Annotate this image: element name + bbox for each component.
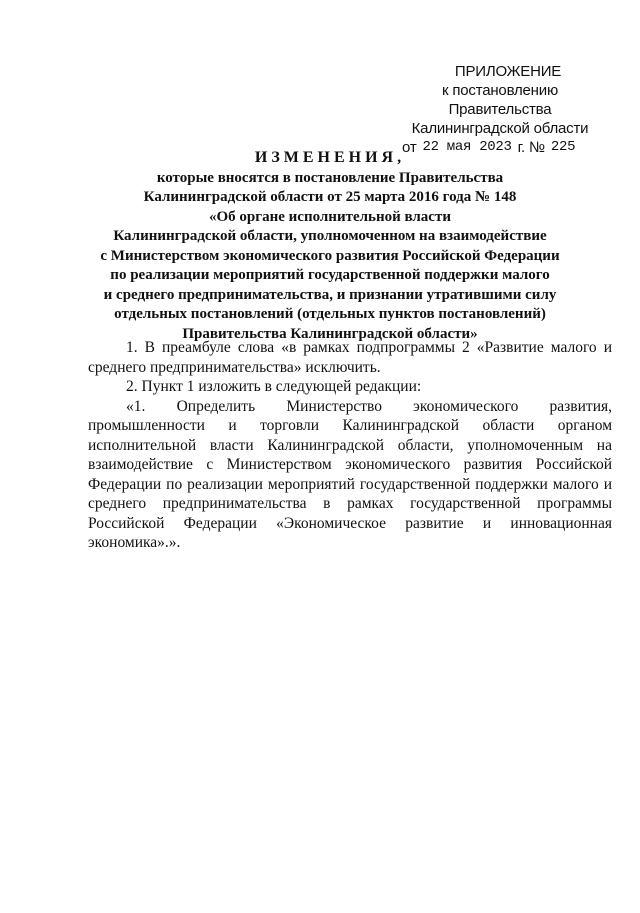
body-paragraph-1: 1. В преамбуле слова «в рамках подпрограммы 2 «Развитие малого и среднего предпринимательства» исключить. (88, 339, 612, 376)
document-body (88, 338, 612, 553)
heading-line: «Об органе исполнительной власти (209, 208, 451, 225)
heading-line: Правительства Калининградской области» (182, 325, 478, 342)
appendix-date-prefix: от (402, 139, 417, 156)
heading-line: и среднего предпринимательства, и признании утратившими силу (103, 286, 557, 303)
body-paragraph-3: «1. Определить Министерство экономического развития, промышленности и торговли Калининградской области органом исполнительной власти Калининградской области, уполномоченным на взаимодействие с Министерством экономического развития Российской Федерации по реализации мероприятий государственной поддержки малого и среднего предпринимательства в рамках государственной программы Российской Федерации «Экономическое развитие и инновационная экономика».». (88, 397, 612, 551)
document-heading (60, 148, 600, 344)
appendix-date-suffix: г. № (517, 139, 545, 156)
appendix-line-1: к постановлению Правительства (442, 82, 558, 118)
appendix-title: ПРИЛОЖЕНИЕ (454, 63, 562, 80)
appendix-number: 225 (550, 139, 576, 155)
heading-line: которые вносятся в постановление Правительства (156, 169, 504, 186)
heading-line: по реализации мероприятий государственной поддержки малого (110, 267, 550, 283)
heading-line: с Министерством экономического развития Российской Федерации (100, 247, 560, 264)
appendix-line-2: Калининградской области (411, 120, 589, 137)
heading-line: отдельных постановлений (отдельных пунктов постановлений) (114, 306, 546, 322)
heading-line: Калининградской области от 25 марта 2016 года № 148 (143, 189, 517, 205)
appendix-date-value: 22 мая 2023 (422, 139, 512, 155)
heading-line: Калининградской области, уполномоченном на взаимодействие (113, 228, 547, 244)
body-paragraph-2: 2. Пункт 1 изложить в следующей редакции: (126, 378, 422, 395)
heading-main-title: ИЗМЕНЕНИЯ, (254, 149, 406, 166)
appendix-block (390, 62, 610, 157)
